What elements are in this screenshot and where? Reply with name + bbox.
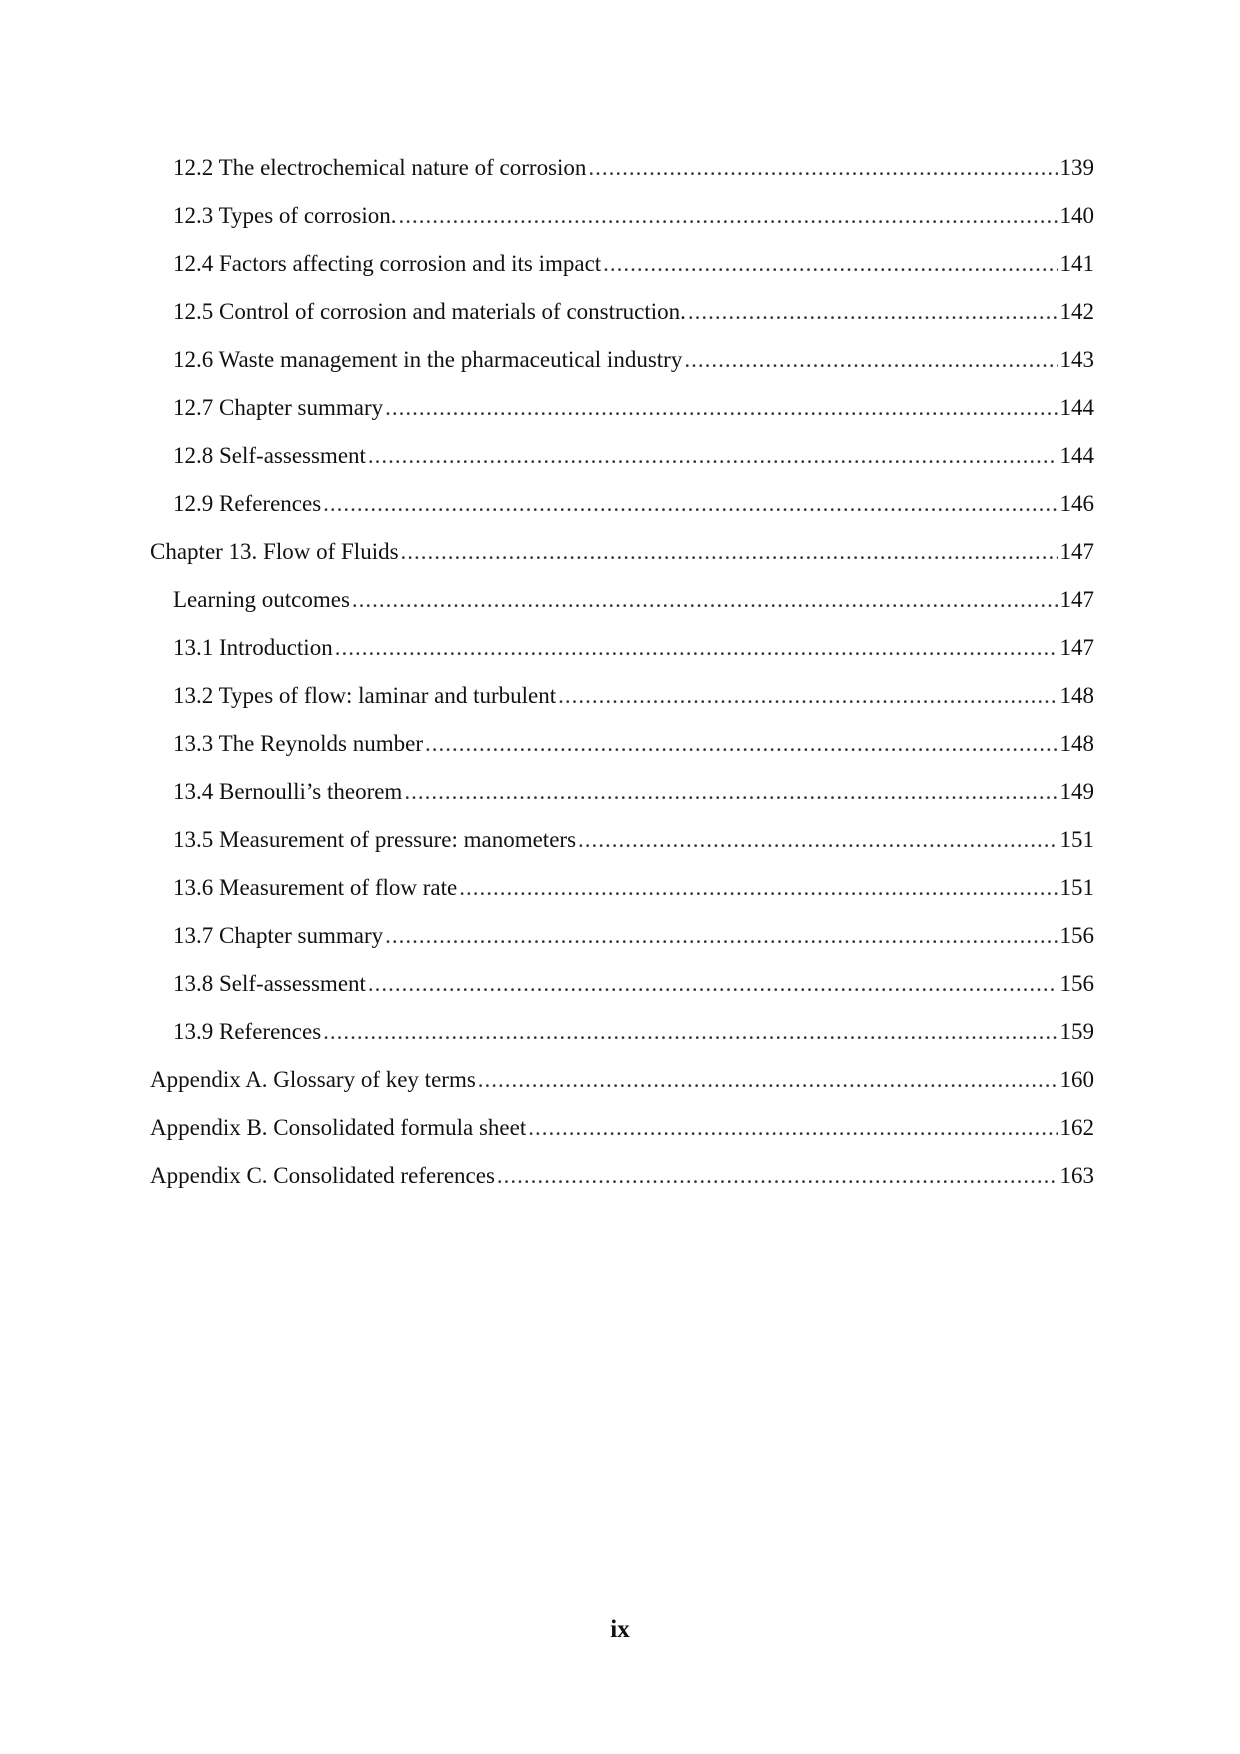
toc-entry-title: 13.2 Types of flow: laminar and turbulent <box>173 683 557 708</box>
toc-entry[interactable] <box>150 768 1094 816</box>
toc-entry-title: 12.2 The electrochemical nature of corrosion <box>173 155 587 180</box>
toc-entry[interactable] <box>150 1008 1094 1056</box>
toc-entry[interactable] <box>150 624 1094 672</box>
toc-entry[interactable] <box>150 912 1094 960</box>
toc-entry-page: 162 <box>1059 1115 1094 1140</box>
toc-entry-page: 151 <box>1059 827 1094 852</box>
toc-entry-page: 156 <box>1059 923 1094 948</box>
toc-entry-page: 141 <box>1059 251 1094 276</box>
toc-dot-leader <box>459 864 1057 912</box>
toc-entry[interactable] <box>150 576 1094 624</box>
toc-entry[interactable] <box>150 960 1094 1008</box>
toc-entry-page: 142 <box>1059 299 1094 324</box>
toc-entry[interactable] <box>150 240 1094 288</box>
toc-entry-page: 163 <box>1059 1163 1094 1188</box>
toc-dot-leader <box>368 960 1058 1008</box>
toc-dot-leader <box>578 816 1057 864</box>
toc-entry[interactable] <box>150 1056 1094 1104</box>
toc-dot-leader <box>385 912 1057 960</box>
toc-entry-page: 147 <box>1059 539 1094 564</box>
toc-entry-title: Appendix C. Consolidated references <box>150 1163 495 1188</box>
toc-dot-leader <box>497 1152 1058 1200</box>
toc-entry-title: Appendix B. Consolidated formula sheet <box>150 1115 527 1140</box>
toc-entry-title: 13.5 Measurement of pressure: manometers <box>173 827 577 852</box>
toc-entry-page: 147 <box>1059 587 1094 612</box>
toc-entry[interactable] <box>150 432 1094 480</box>
toc-dot-leader <box>352 576 1058 624</box>
page-number: ix <box>610 1616 630 1643</box>
toc-dot-leader <box>558 672 1057 720</box>
toc-entry[interactable] <box>150 720 1094 768</box>
toc-entry[interactable] <box>150 144 1094 192</box>
toc-entry[interactable] <box>150 384 1094 432</box>
toc-entry-page: 159 <box>1059 1019 1094 1044</box>
toc-entry[interactable] <box>150 480 1094 528</box>
toc-entry[interactable] <box>150 1104 1094 1152</box>
toc-entry-page: 148 <box>1059 683 1094 708</box>
toc-entry-page: 151 <box>1059 875 1094 900</box>
toc-entry-title: Chapter 13. Flow of Fluids <box>150 539 399 564</box>
toc-entry-page: 156 <box>1059 971 1094 996</box>
toc-entry[interactable] <box>150 336 1094 384</box>
toc-entry-title: 12.7 Chapter summary <box>173 395 384 420</box>
toc-entry[interactable] <box>150 1152 1094 1200</box>
toc-dot-leader <box>684 336 1057 384</box>
toc-entry-title: 12.4 Factors affecting corrosion and its impact <box>173 251 602 276</box>
toc-entry-title: 12.3 Types of corrosion. <box>173 203 397 228</box>
toc-entry-page: 146 <box>1059 491 1094 516</box>
toc-entry[interactable] <box>150 864 1094 912</box>
toc-entry-title: 13.3 The Reynolds number <box>173 731 423 756</box>
toc-dot-leader <box>368 432 1058 480</box>
toc-dot-leader <box>398 192 1057 240</box>
toc-dot-leader <box>688 288 1058 336</box>
toc-dot-leader <box>385 384 1057 432</box>
toc-entry-title: Appendix A. Glossary of key terms <box>150 1067 476 1092</box>
toc-dot-leader <box>588 144 1057 192</box>
toc-entry-page: 144 <box>1059 443 1094 468</box>
toc-entry-title: 13.7 Chapter summary <box>173 923 384 948</box>
toc-entry-title: Learning outcomes <box>173 587 350 612</box>
toc-entry-title: 12.6 Waste management in the pharmaceutical industry <box>173 347 683 372</box>
toc-entry-page: 144 <box>1059 395 1094 420</box>
toc-entry-title: 12.8 Self-assessment <box>173 443 366 468</box>
toc-entry-page: 147 <box>1059 635 1094 660</box>
toc-entry[interactable] <box>150 192 1094 240</box>
toc-entry-title: 13.9 References <box>173 1019 322 1044</box>
toc-entry-page: 139 <box>1059 155 1094 180</box>
toc-entry-page: 143 <box>1059 347 1094 372</box>
toc-entry[interactable] <box>150 288 1094 336</box>
toc-dot-leader <box>478 1056 1058 1104</box>
toc-entry-page: 160 <box>1059 1067 1094 1092</box>
toc-entry[interactable] <box>150 816 1094 864</box>
toc-entry-page: 148 <box>1059 731 1094 756</box>
toc-entry-title: 12.9 References <box>173 491 322 516</box>
toc-entry[interactable] <box>150 528 1094 576</box>
toc-entry-title: 13.8 Self-assessment <box>173 971 366 996</box>
toc-entry-title: 13.6 Measurement of flow rate <box>173 875 458 900</box>
toc-entry-page: 149 <box>1059 779 1094 804</box>
table-of-contents <box>150 144 1094 1200</box>
toc-dot-leader <box>401 528 1058 576</box>
toc-dot-leader <box>335 624 1058 672</box>
toc-entry-page: 140 <box>1059 203 1094 228</box>
toc-dot-leader <box>425 720 1058 768</box>
toc-entry[interactable] <box>150 672 1094 720</box>
toc-entry-title: 13.4 Bernoulli’s theorem <box>173 779 403 804</box>
toc-dot-leader <box>603 240 1057 288</box>
toc-entry-title: 13.1 Introduction <box>173 635 333 660</box>
toc-dot-leader <box>528 1104 1057 1152</box>
toc-dot-leader <box>323 480 1057 528</box>
toc-dot-leader <box>323 1008 1057 1056</box>
toc-entry-title: 12.5 Control of corrosion and materials of construction. <box>173 299 686 324</box>
toc-dot-leader <box>404 768 1057 816</box>
